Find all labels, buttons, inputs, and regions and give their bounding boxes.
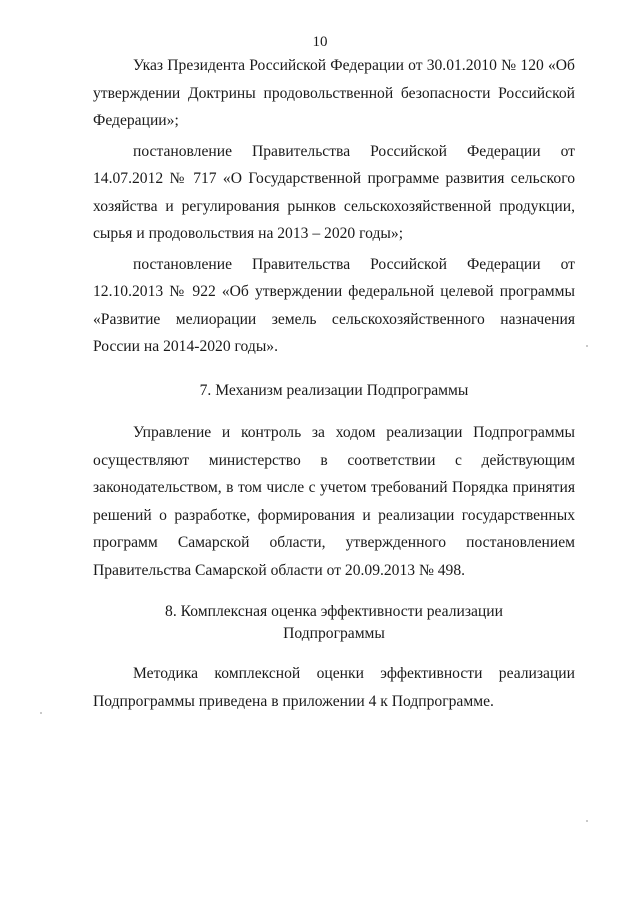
- section-8-heading-line-2: Подпрограммы: [283, 625, 385, 642]
- section-7-heading: 7. Механизм реализации Подпрограммы: [199, 381, 469, 399]
- scan-speck: [586, 820, 588, 822]
- section-8-heading: [93, 601, 575, 645]
- paragraph-resolution-717: постановление Правительства Российской Федерации от 14.07.2012 № 717 «О Государственной программе развития сельского хозяйства и регулирования рынков сельскохозяйственной продукции, сырья и продовольствия на 2013 – 2020 годы»;: [93, 142, 575, 242]
- paragraph-presidential-decree: Указ Президента Российской Федерации от 30.01.2010 № 120 «Об утверждении Доктрины продовольственной безопасности Российской Федерации»;: [93, 57, 575, 129]
- paragraph-resolution-922: постановление Правительства Российской Федерации от 12.10.2013 № 922 «Об утверждении федеральной целевой программы «Развитие мелиорации земель сельскохозяйственного назначения России на 2014-2020 годы».: [93, 255, 575, 355]
- scan-speck: [586, 345, 588, 347]
- section-8-paragraph: Методика комплексной оценки эффективности реализации Подпрограммы приведена в приложении 4 к Подпрограмме.: [93, 665, 575, 710]
- page-number: 10: [312, 34, 328, 50]
- section-8-heading-line-1: 8. Комплексная оценка эффективности реализации: [165, 603, 503, 620]
- section-7-paragraph: Управление и контроль за ходом реализации Подпрограммы осуществляют министерство в соответствии с действующим законодательством, в том числе с учетом требований Порядка принятия решений о разработке, формирования и реализации государственных программ Самарской области, утвержденного постановлением Правительства Самарской области от 20.09.2013 № 498.: [93, 424, 575, 579]
- document-body: [93, 52, 575, 715]
- scan-speck: [40, 712, 42, 714]
